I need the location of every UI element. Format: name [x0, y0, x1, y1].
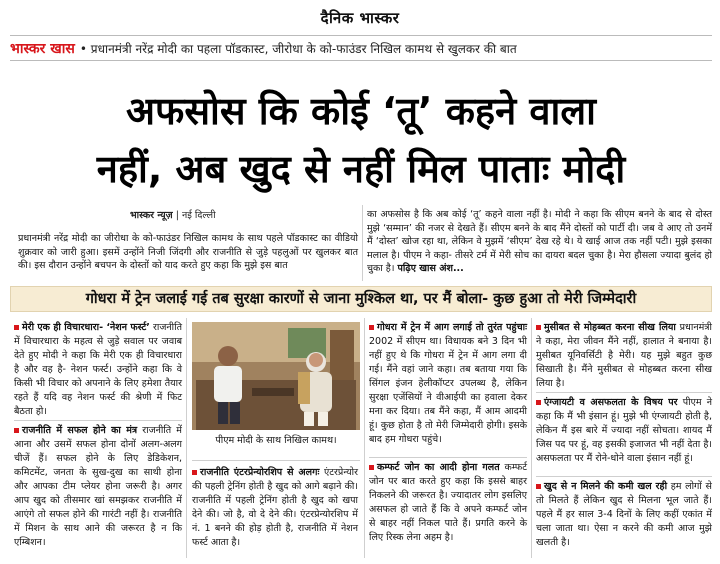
subheading: एंग्जायटी व असफलता के विषय पर	[544, 397, 678, 408]
row-divider	[192, 460, 360, 461]
article-block-self-time	[536, 480, 712, 550]
intro-divider	[362, 205, 363, 281]
byline-city: | नई दिल्ली	[175, 210, 216, 221]
photo-modi-kamath	[192, 322, 360, 430]
article-block-hardship	[536, 321, 712, 391]
article-block-entrepreneurship	[192, 466, 358, 550]
kicker-bar	[10, 35, 712, 61]
bullet-icon	[536, 400, 541, 405]
paragraph: कम्फर्ट जोन पर बात करते हुए कहा कि इससे बाहर निकलने की जरूरत है। ज्यादातर लोग इसलिए असफल हो जाते हैं कि वे अपने कम्फर्ट जोन से बाहर नहीं निकल पाते हैं। प्रगति करने के लिए रिस्क लेना अहम है।	[369, 462, 527, 543]
intro-right-text: का अफसोस है कि अब कोई ‘तू’ कहने वाला नहीं है। मोदी ने कहा कि सीएम बनने के बाद से दोस्त मुझे ‘सम्मान’ की नजर से देखते हैं। सीएम बनने के बाद मैंने दोस्तों को पार्टी दी। जब वे आए तो उनमें मैं ‘दोस्त’ खोज रहा था, लेकिन वे मुझमें ‘सीएम’ देख रहे थे। ये खाई आज तक नहीं पटी। मुझे इसका मलाल है। पीएम ने कहा- तीसरे टर्म में मेरी सोच का दायरा बदल चुका है। मेरा हौसला ज्यादा बुलंद हो चुका है।	[367, 209, 712, 274]
subheading: गोधरा में ट्रेन में आग लगाई तो तुरंत पहुंचाः	[377, 322, 527, 333]
read-more-label: पढ़िए खास अंश...	[397, 263, 464, 274]
column-divider	[364, 318, 365, 558]
bullet-icon	[536, 325, 541, 330]
section-title: गोधरा में ट्रेन जलाई गई तब सुरक्षा कारणों से जाना मुश्किल था, पर मैं बोला- कुछ हुआ तो मेरी जिम्मेदारी	[10, 286, 712, 312]
photo-caption: पीएम मोदी के साथ निखिल कामथ।	[215, 435, 337, 446]
bullet-icon	[536, 484, 541, 489]
masthead	[0, 0, 720, 34]
paragraph: 2002 में सीएम था। विधायक बने 3 दिन भी नहीं हुए थे कि गोधरा में ट्रेन में आग लगा दी गई। मैंने वहां जाने कहा। तब बताया गया कि सिंगल इंजन हेलीकॉप्टर उपलब्ध है, लेकिन सुरक्षा एजेंसियों ने वीआईपी का हवाला देकर मना कर दिया। तब मैंने कहा, मैं आम आदमी हूं। कुछ होता है तो मेरी जिम्मेदारी होगी। इसके बाद हम गोधरा पहुंचे।	[369, 336, 527, 445]
subheading: मुसीबत से मोहब्बत करना सीख लिया	[544, 322, 676, 333]
subheading: राजनीति एंटरप्रेन्योरशिप से अलगः	[200, 467, 320, 478]
headline	[10, 82, 712, 198]
bullet-icon	[14, 325, 19, 330]
bullet-icon	[369, 465, 374, 470]
paragraph: राजनीति में आना और उसमें सफल होना दोनों अलग-अलग चीजें हैं। सफल होने के लिए डेडिकेशन, कमिटमेंट, जनता के सुख-दुख का साथी होना और आपका टीम प्लेयर होना जरूरी है। अगर आप खुद को तीसमार खां समझकर राजनीति में आएंगे तो सफल होने की गारंटी नहीं है। राजनीति में मिशन के साथ आने की जरूरत है न कि एम्बिशन।	[14, 425, 182, 548]
newspaper-logo: दैनिक भास्कर	[320, 9, 400, 27]
intro-right	[367, 208, 712, 276]
paragraph: हम लोगों से तो मिलते हैं लेकिन खुद से मिलना भूल जाते हैं। पहले मैं हर साल 3-4 दिनों के लिए कहीं एकांत में चला जाता था। ऐसा न करने की कमी आज मुझे खलती है।	[536, 481, 712, 548]
paragraph: एंटरप्रेन्योर की पहली ट्रेनिंग होती है खुद को आगे बढ़ाने की। राजनीति में पहली ट्रेनिंग होती है खुद को खपा देने की। जो है, वो दे देने की। एंटरप्रेन्योरशिप में नं. 1 बनने की होड़ होती है, राजनीति में नेशन फर्स्ट आता है।	[192, 467, 358, 548]
byline-agency: भास्कर न्यूज़	[130, 210, 173, 221]
bullet-icon	[192, 470, 197, 475]
article-block-ideology	[14, 321, 182, 419]
kicker-text: • प्रधानमंत्री नरेंद्र मोदी का पहला पॉडकास्ट, जीरोधा के को-फाउंडर निखिल कामथ से खुलकर की बात	[79, 42, 517, 56]
bullet-icon	[369, 325, 374, 330]
paragraph: प्रधानमंत्री ने कहा, मेरा जीवन मैंने नहीं, हालात ने बनाया है। मुसीबत यूनिवर्सिटी है मेरी। यह मुझे बहुत कुछ सिखाती है। मैंने मुसीबत से मोहब्बत करना सीख लिया है।	[536, 322, 712, 389]
photo-illustration	[192, 322, 360, 430]
subheading: राजनीति में सफल होने का मंत्र	[22, 425, 138, 436]
subheading: खुद से न मिलने की कमी खल रही	[544, 481, 668, 492]
row-divider	[536, 476, 712, 477]
article-block-anxiety	[536, 396, 712, 466]
intro-left: प्रधानमंत्री नरेंद्र मोदी का जीरोधा के को-फाउंडर निखिल कामथ के साथ पहले पॉडकास्ट का वीडियो शुक्रवार को जारी हुआ। इसमें उन्होंने निजी जिंदगी और राजनीति से जुड़े पहलुओं पर खुलकर बात की। इस दौरान उन्होंने बचपन के दोस्तों को याद करते हुए कहा कि मुझे इस बात	[18, 233, 358, 271]
row-divider	[536, 392, 712, 393]
article-block-comfort-zone	[369, 461, 527, 545]
headline-line-1: अफसोस कि कोई ‘तू’ कहने वाला	[126, 89, 596, 133]
headline-line-2: नहीं, अब खुद से नहीं मिल पाताः मोदी	[96, 147, 626, 191]
column-divider	[186, 318, 187, 558]
article-block-godhra	[369, 321, 527, 447]
kicker-tag: भास्कर खास	[10, 41, 75, 57]
column-divider	[531, 318, 532, 558]
paragraph: राजनीति में विचारधारा के महत्व से जुड़े सवाल पर जवाब देते हुए मोदी ने कहा कि मेरी एक ही विचारधारा है और वह है- नेशन फर्स्ट। उन्होंने कहा कि वे किसी भी विचार को अपनाने के लिए हमेशा तैयार रहते हैं यदि वह नेशन फर्स्ट की श्रेणी में फिट बैठता हो।	[14, 322, 182, 417]
subheading: मेरी एक ही विचारधारा- ‘नेशन फर्स्ट’	[22, 322, 150, 333]
bullet-icon	[14, 428, 19, 433]
paragraph: पीएम ने कहा कि मैं भी इंसान हूं। मुझे भी एंग्जायटी होती है, लेकिन मैं इस बारे में ज्यादा नहीं सोचता। शायद मैं जिस पद पर हूं, वह इसकी इजाजत भी नहीं देता है। असफलता पर मैं रोने-धोने वाला इंसान नहीं हूं।	[536, 397, 712, 464]
article-block-politics-success	[14, 424, 182, 550]
byline	[130, 208, 216, 221]
row-divider	[14, 420, 182, 421]
subheading: कम्फर्ट जोन का आदी होना गलत	[377, 462, 500, 473]
row-divider	[369, 457, 527, 458]
